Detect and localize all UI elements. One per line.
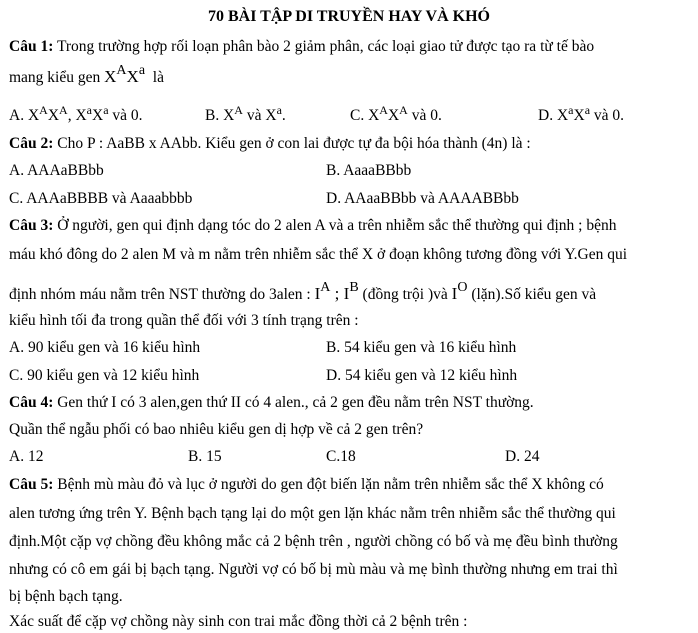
q1-option-a: A. $X^AX^A$, $X^aX^a$ và 0. xyxy=(9,103,143,124)
q3-line-1 xyxy=(9,217,690,235)
q4-text-a: Gen thứ I có 3 alen,gen thứ II có 4 alen., cả 2 gen đều nằm trên NST thường. xyxy=(53,394,534,411)
q3-line-2: máu khó đông do 2 alen M và m nằm trên nhiễm sắc thể X ở đoạn không tương đồng với Y.Gen qui xyxy=(9,246,628,263)
q5-line-3: định.Một cặp vợ chồng đều không mắc cả 2 bệnh trên , người chồng có bố và mẹ đều bình thường xyxy=(9,533,618,550)
q2-option-a: A. AAAaBBbb xyxy=(9,162,104,179)
q5-label: Câu 5: xyxy=(9,476,54,493)
q3-line-3: định nhóm máu nằm trên NST thường do 3alen : $I^A$ ; $I^B$ (đồng trội )và $I^O$ (lặn).Số kiểu gen và xyxy=(9,280,597,303)
q4-option-a: A. 12 xyxy=(9,448,44,465)
q3-text-a: Ở người, gen qui định dạng tóc do 2 alen A và a trên nhiễm sắc thể thường qui định ; bệnh xyxy=(53,217,617,234)
q1-text-a: Trong trường hợp rối loạn phân bào 2 giảm phân, các loại giao tử được tạo ra từ tế bào xyxy=(53,38,595,55)
q2-label: Câu 2: xyxy=(9,135,54,152)
q4-option-b: B. 15 xyxy=(188,448,222,465)
q5-line-6: Xác suất để cặp vợ chồng này sinh con trai mắc đồng thời cả 2 bệnh trên : xyxy=(9,613,468,630)
q2-option-b: B. AaaaBBbb xyxy=(326,162,412,179)
q3-option-a: A. 90 kiểu gen và 16 kiểu hình xyxy=(9,339,201,356)
q1-option-b: B. $X^A$ và $X^a$. xyxy=(205,103,286,124)
q4-line-1 xyxy=(9,394,690,412)
q3-option-d: D. 54 kiểu gen và 12 kiểu hình xyxy=(326,367,518,384)
q5-line-1 xyxy=(9,476,690,494)
q3-option-b: B. 54 kiểu gen và 16 kiểu hình xyxy=(326,339,517,356)
q1-option-c: C. $X^AX^A$ và 0. xyxy=(350,103,442,124)
q5-line-2: alen tương ứng trên Y. Bệnh bạch tạng lại do một gen lặn khác nằm trên nhiễm sắc thể thường qui xyxy=(9,505,616,522)
q3-option-c: C. 90 kiểu gen và 12 kiểu hình xyxy=(9,367,200,384)
q5-line-4: nhưng có cô em gái bị bạch tạng. Người vợ có bố bị mù màu và mẹ bình thường nhưng em trai thì xyxy=(9,561,618,578)
q3-line-4: kiểu hình tối đa trong quần thể đối với 3 tính trạng trên : xyxy=(9,312,359,329)
q2-option-c: C. AAAaBBBB và Aaaabbbb xyxy=(9,190,193,207)
q3-alleles-ab: $I^A$ ; $I^B$ xyxy=(314,280,359,303)
q5-line-5: bị bệnh bạch tạng. xyxy=(9,588,123,605)
q1-text-c: là xyxy=(152,69,164,86)
q2-text: Cho P : AaBB x AAbb. Kiểu gen ở con lai được tự đa bội hóa thành (4n) là : xyxy=(53,135,531,152)
q1-label: Câu 1: xyxy=(9,38,54,55)
document-title: 70 BÀI TẬP DI TRUYỀN HAY VÀ KHÓ xyxy=(208,8,490,25)
q4-label: Câu 4: xyxy=(9,394,54,411)
q1-option-d: D. $X^aX^a$ và 0. xyxy=(538,103,625,124)
q1-line-2 xyxy=(9,63,690,87)
q1-line-1 xyxy=(9,38,690,56)
q4-option-c: C.18 xyxy=(326,448,356,465)
q4-option-d: D. 24 xyxy=(505,448,540,465)
q2-line-1 xyxy=(9,135,690,153)
q3-label: Câu 3: xyxy=(9,217,54,234)
q2-option-d: D. AAaaBBbb và AAAABBbb xyxy=(326,190,519,207)
q1-text-b: mang kiểu gen xyxy=(9,69,105,86)
q3-allele-o: $I^O$ xyxy=(451,280,468,303)
q4-line-2: Quần thể ngẫu phối có bao nhiêu kiểu gen dị hợp về cả 2 gen trên? xyxy=(9,421,424,438)
q1-genotype: $X^AX^a$ xyxy=(104,63,146,86)
q5-text-a: Bệnh mù màu đỏ và lục ở người do gen đột biến lặn nằm trên nhiễm sắc thể X không có xyxy=(53,476,604,493)
